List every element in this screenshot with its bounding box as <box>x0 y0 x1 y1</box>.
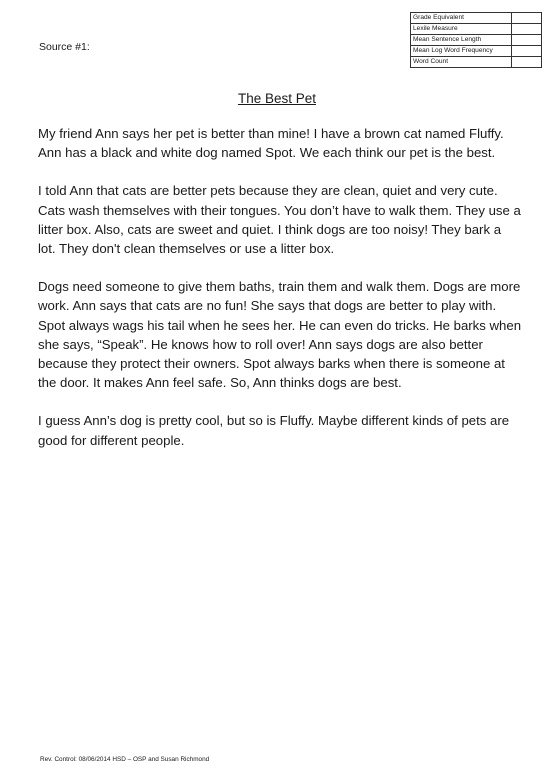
article-title: The Best Pet <box>237 91 317 106</box>
metric-value <box>512 13 542 24</box>
metric-label: Grade Equivalent <box>411 13 512 24</box>
table-row <box>411 13 542 24</box>
metric-value <box>512 57 542 68</box>
revision-footer: Rev. Control: 08/06/2014 HSD – OSP and Susan Richmond <box>40 756 210 763</box>
text-metrics-table <box>410 12 542 68</box>
metric-label: Mean Log Word Frequency <box>411 46 512 57</box>
paragraph: Dogs need someone to give them baths, train them and walk them. Dogs are more work. Ann says that cats are no fun! She says that dogs are better to play with. Spot always wags his tail when he sees her. He can even do tricks. He barks when she says, “Speak”. He knows how to roll over! Ann says dogs are also better because they protect their owners. Spot always barks when there is someone at the door. It makes Ann feel safe. So, Ann thinks dogs are best. <box>38 279 522 391</box>
source-label: Source #1: <box>39 41 90 53</box>
table-row <box>411 24 542 35</box>
metric-value <box>512 35 542 46</box>
paragraph: I told Ann that cats are better pets because they are clean, quiet and very cute. Cats wash themselves with their tongues. You don’t have to walk them. They use a litter box. Also, cats are sweet and quiet. I think dogs are too noisy! They bark a lot. They don't clean themselves or use a litter box. <box>38 183 521 257</box>
paragraph: My friend Ann says her pet is better than mine! I have a brown cat named Fluffy. Ann has a black and white dog named Spot. We each think our pet is the best. <box>38 126 504 161</box>
table-row <box>411 35 542 46</box>
table-row <box>411 46 542 57</box>
paragraph: I guess Ann’s dog is pretty cool, but so is Fluffy. Maybe different kinds of pets are good for different people. <box>38 413 510 448</box>
article-body <box>38 124 522 469</box>
table-row <box>411 57 542 68</box>
metric-value <box>512 24 542 35</box>
metric-value <box>512 46 542 57</box>
metric-label: Mean Sentence Length <box>411 35 512 46</box>
metric-label: Word Count <box>411 57 512 68</box>
metric-label: Lexile Measure <box>411 24 512 35</box>
